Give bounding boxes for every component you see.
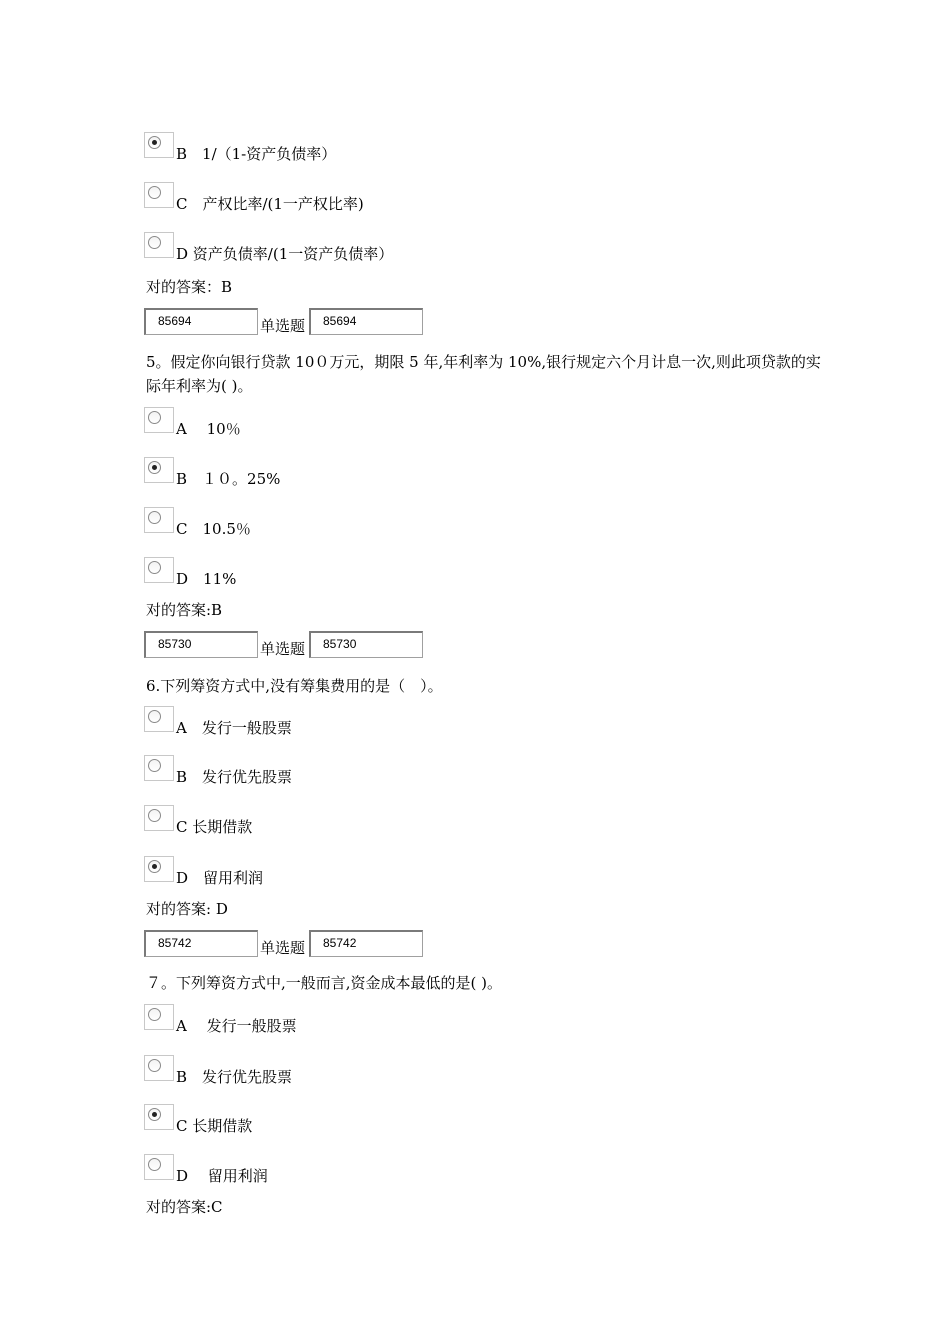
- radio-button[interactable]: [144, 132, 174, 158]
- question-id-field[interactable]: 85730: [309, 631, 423, 658]
- q4-answer: 对的答案：B: [146, 278, 233, 296]
- q6-answer: 对的答案: D: [146, 900, 228, 918]
- option-label: B １０。25%: [176, 470, 281, 488]
- question-id-field[interactable]: 85742: [144, 930, 258, 957]
- radio-unchecked-icon: [148, 186, 161, 199]
- radio-checked-icon: [148, 860, 161, 873]
- radio-unchecked-icon: [148, 1158, 161, 1171]
- radio-button[interactable]: [144, 1154, 174, 1180]
- radio-button[interactable]: [144, 856, 174, 882]
- option-label: C 产权比率/(1一产权比率): [176, 195, 364, 213]
- q5-answer: 对的答案:B: [146, 601, 223, 619]
- option-label: B 1/（1-资产负债率）: [176, 145, 337, 163]
- radio-button[interactable]: [144, 1055, 174, 1081]
- question-id-field[interactable]: 85730: [144, 631, 258, 658]
- radio-button[interactable]: [144, 805, 174, 831]
- option-label: D 留用利润: [176, 1167, 268, 1185]
- radio-button[interactable]: [144, 1004, 174, 1030]
- radio-button[interactable]: [144, 557, 174, 583]
- option-label: A 发行一般股票: [176, 719, 292, 737]
- radio-unchecked-icon: [148, 1008, 161, 1021]
- radio-button[interactable]: [144, 507, 174, 533]
- q5-question: 5。假定你向银行贷款 10０万元，期限 5 年,年利率为 10%,银行规定六个月计息一次,则此项贷款的实际年利率为( )。: [146, 353, 821, 395]
- q7-answer: 对的答案:C: [146, 1198, 223, 1216]
- radio-button[interactable]: [144, 706, 174, 732]
- question-type-label: 单选题: [260, 939, 306, 957]
- radio-button[interactable]: [144, 407, 174, 433]
- option-label: A 发行一般股票: [176, 1017, 297, 1035]
- radio-button[interactable]: [144, 755, 174, 781]
- radio-button[interactable]: [144, 1104, 174, 1130]
- question-type-label: 单选题: [260, 640, 306, 658]
- option-label: D 11%: [176, 570, 237, 588]
- question-id-field[interactable]: 85694: [309, 308, 423, 335]
- option-label: B 发行优先股票: [176, 768, 293, 786]
- option-label: D 留用利润: [176, 869, 264, 887]
- option-label: D 资产负债率/(1一资产负债率）: [176, 245, 394, 263]
- option-label: C 长期借款: [176, 1117, 253, 1135]
- radio-checked-icon: [148, 1108, 161, 1121]
- radio-button[interactable]: [144, 457, 174, 483]
- question-type-label: 单选题: [260, 317, 306, 335]
- radio-unchecked-icon: [148, 236, 161, 249]
- radio-button[interactable]: [144, 182, 174, 208]
- question-id-field[interactable]: 85694: [144, 308, 258, 335]
- radio-unchecked-icon: [148, 1059, 161, 1072]
- q7-question: ７。下列筹资方式中,一般而言,资金成本最低的是( )。: [146, 974, 503, 992]
- radio-unchecked-icon: [148, 411, 161, 424]
- radio-checked-icon: [148, 461, 161, 474]
- radio-button[interactable]: [144, 232, 174, 258]
- option-label: A 10％: [176, 420, 241, 438]
- radio-unchecked-icon: [148, 511, 161, 524]
- q6-question: 6.下列筹资方式中,没有筹集费用的是（ ）。: [146, 677, 443, 695]
- option-label: B 发行优先股票: [176, 1068, 293, 1086]
- option-label: C 长期借款: [176, 818, 253, 836]
- radio-unchecked-icon: [148, 561, 161, 574]
- question-id-field[interactable]: 85742: [309, 930, 423, 957]
- radio-checked-icon: [148, 136, 161, 149]
- radio-unchecked-icon: [148, 809, 161, 822]
- option-label: C 10.5％: [176, 520, 251, 538]
- radio-unchecked-icon: [148, 759, 161, 772]
- radio-unchecked-icon: [148, 710, 161, 723]
